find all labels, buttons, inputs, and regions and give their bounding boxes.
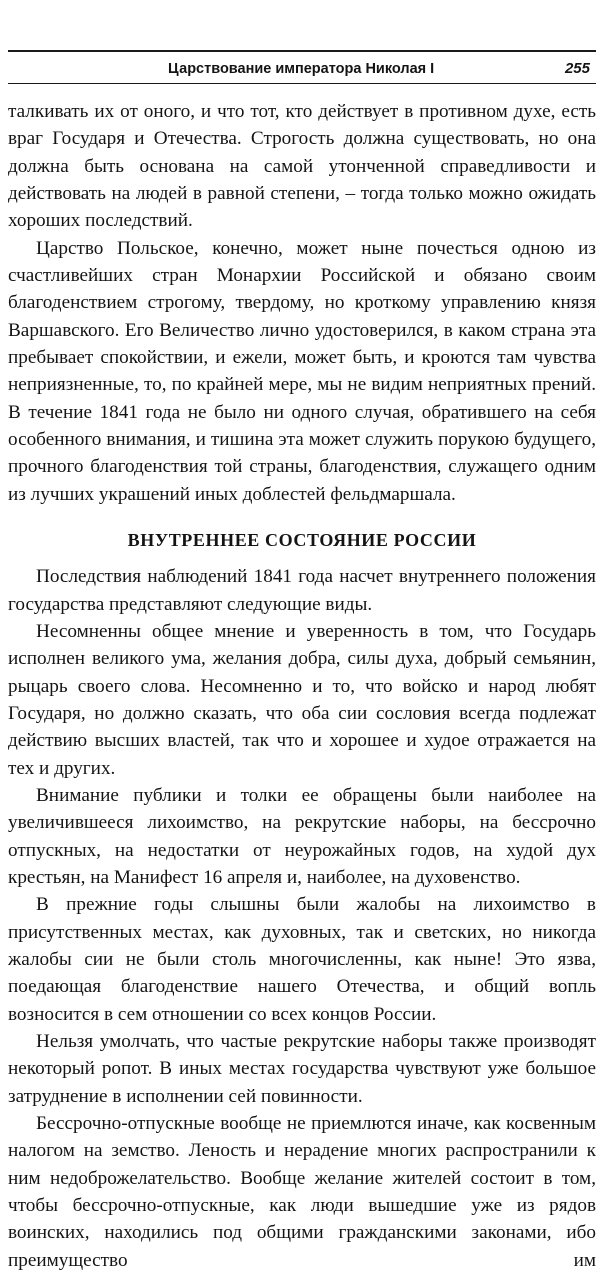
paragraph: Несомненны общее мнение и уверенность в том, что Государь исполнен великого ума, желания добра, силы духа, добрый семьянин, рыцарь своего слова. Несомненно и то, что войско и народ любят Государя, но должно сказать, что оба сии сословия всегда подлежат действию высших властей, так что и хорошее и худое отражается на тех и других.: [8, 620, 596, 779]
paragraph: Последствия наблюдений 1841 года насчет внутреннего положения государства представляют следующие виды.: [8, 566, 596, 615]
page-body: [8, 98, 596, 1274]
paragraph: Внимание публики и толки ее обращены были наиболее на увеличившееся лихоимство, на рекрутские наборы, на бессрочно отпускных, на недостатки от неурожайных годов, на худой дух крестьян, на Манифест 16 апреля и, наиболее, на духовенство.: [8, 784, 596, 888]
paragraph: Бессрочно-отпускные вообще не приемлются иначе, как косвенным налогом на земство. Леность и нерадение многих распространили к ним недоброжелательство. Вообще желание жителей состоит в том, чтобы бессрочно-отпускные, как люди вышедшие уже из рядов воинских, находились под общими гражданскими законами, ибо преимущество им: [8, 1113, 596, 1271]
paragraph: В прежние годы слышны были жалобы на лихоимство в присутственных местах, как духовных, так и светских, но никогда жалобы сии не были столь многочисленны, как ныне! Это язва, поедающая благоденствие нашего Отечества, и общий вопль возносится в сем отношении со всех концов России.: [8, 894, 596, 1025]
running-header: [8, 50, 596, 84]
paragraph: талкивать их от оного, и что тот, кто действует в противном духе, есть враг Государя и Отечества. Строгость должна существовать, но она должна быть основана на самой утонченной справедливости и действовать на людей в равной степени, – тогда только можно ожидать хороших последствий.: [8, 101, 596, 232]
running-title: Царствование императора Николая I: [168, 61, 435, 77]
page-number: 255: [564, 60, 590, 77]
paragraph: Нельзя умолчать, что частые рекрутские наборы также производят некоторый ропот. В иных местах государства чувствуют уже большое затруднение в исполнении сей повинности.: [8, 1031, 596, 1107]
paragraph: Царство Польское, конечно, может ныне почесться одною из счастливейших стран Монархии Российской и обязано своим благоденствием строгому, твердому, но кроткому управлению князя Варшавского. Его Величество лично удостоверился, в каком страна эта пребывает спокойствии, и ежели, может быть, и кроются там чувства неприязненные, то, по крайней мере, мы не видим неприятных прений. В течение 1841 года не было ни одного случая, обратившего на себя особенного внимания, и тишина эта может служить порукою будущего, прочного благоденствия той страны, благоденствия, служащего одним из лучших украшений иных доблестей фельдмаршала.: [8, 237, 596, 505]
section-heading: ВНУТРЕННЕЕ СОСТОЯНИЕ РОССИИ: [127, 530, 477, 551]
